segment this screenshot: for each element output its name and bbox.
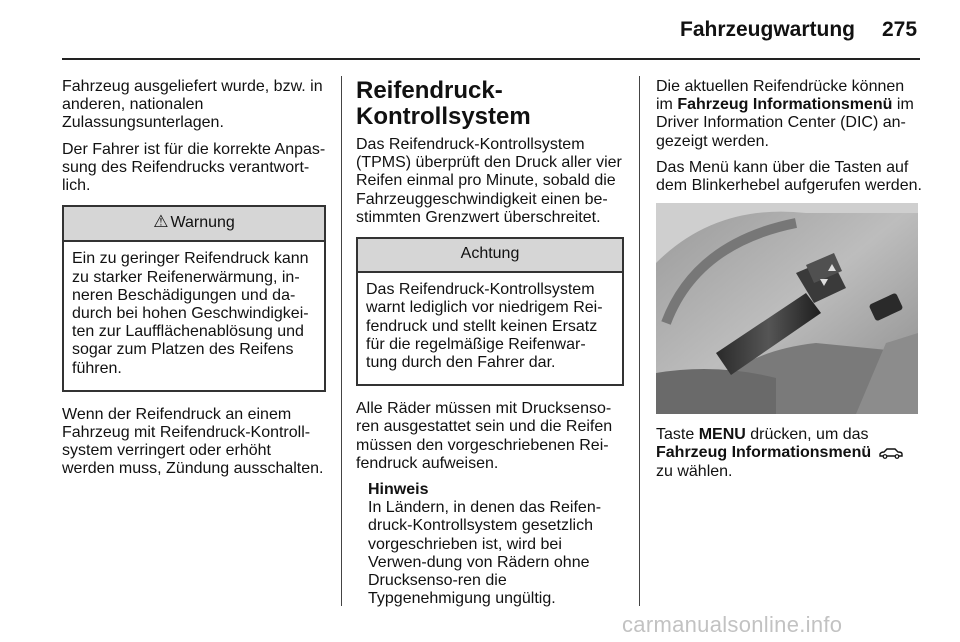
column-1 — [62, 78, 326, 487]
car-icon — [878, 447, 904, 459]
column-3 — [656, 78, 922, 489]
header-rule — [62, 58, 920, 60]
warning-title: Warnung — [170, 214, 235, 232]
column-divider — [341, 76, 342, 606]
warning-box — [62, 205, 326, 392]
paragraph — [656, 78, 922, 151]
warning-body: Ein zu geringer Reifendruck kann zu starker Reifenerwärmung, in-neren Beschädigungen und da-durch bei hohen Geschwindigkei-ten zur Laufflächenablösung und sogar zum Platzen des Reifens führen. — [72, 250, 309, 377]
section-heading: Reifendruck-Kontrollsystem — [356, 77, 531, 130]
watermark: carmanualsonline.info — [622, 612, 843, 637]
text-run: zu wählen. — [656, 462, 733, 480]
paragraph: Wenn der Reifendruck an einem Fahrzeug mit Reifendruck-Kontroll-system verringert oder erhöht werden muss, Zündung ausschalten. — [62, 405, 324, 478]
note-title: Hinweis — [368, 481, 429, 499]
paragraph — [656, 426, 922, 481]
section-title: Fahrzeugwartung — [680, 18, 856, 41]
caution-box — [356, 237, 624, 386]
text-run: Taste — [656, 426, 699, 444]
text-run: im Driver Information Center (DIC) an-gezeigt werden. — [656, 96, 914, 150]
paragraph: Das Menü kann über die Tasten auf dem Blinkerhebel aufgerufen werden. — [656, 158, 922, 195]
menu-button-label: MENU — [698, 426, 746, 444]
warning-header — [64, 207, 324, 242]
page-number: 275 — [882, 18, 918, 41]
paragraph: Der Fahrer ist für die korrekte Anpas-sung des Reifendrucks verantwort-lich. — [62, 140, 326, 195]
paragraph: Alle Räder müssen mit Drucksenso-ren ausgestattet sein und die Reifen müssen den vorgeschriebenen Rei-fendruck aufweisen. — [356, 400, 613, 472]
paragraph: Das Reifendruck-Kontrollsystem (TPMS) überprüft den Druck aller vier Reifen einmal pro Minute, sobald die Fahrzeuggeschwindigkeit einen be-stimmten Grenzwert überschreitet. — [356, 136, 622, 226]
menu-name: Fahrzeug Informationsmenü — [656, 444, 872, 462]
text-run: drücken, um das — [745, 426, 869, 444]
warning-triangle-icon: ⚠ — [153, 212, 169, 232]
paragraph: Fahrzeug ausgeliefert wurde, bzw. in anderen, nationalen Zulassungsunterlagen. — [62, 78, 323, 132]
menu-name: Fahrzeug Informationsmenü — [677, 96, 893, 114]
text-run: Die aktuellen Reifendrücke können im — [656, 78, 905, 114]
note-block — [356, 481, 624, 608]
column-2 — [356, 78, 624, 616]
column-divider — [639, 76, 640, 606]
note-body: In Ländern, in denen das Reifen-druck-Kontrollsystem gesetzlich vorgeschrieben ist, wird bei Verwen-dung von Rädern ohne Drucksenso-ren die Typgenehmigung ungültig. — [368, 499, 602, 608]
turn-signal-stalk-image — [656, 203, 918, 414]
caution-title: Achtung — [358, 239, 622, 273]
caution-body: Das Reifendruck-Kontrollsystem warnt lediglich vor niedrigem Rei-fendruck und stellt keinen Ersatz für die regelmäßige Reifenwar-tung durch den Fahrer dar. — [366, 281, 603, 372]
